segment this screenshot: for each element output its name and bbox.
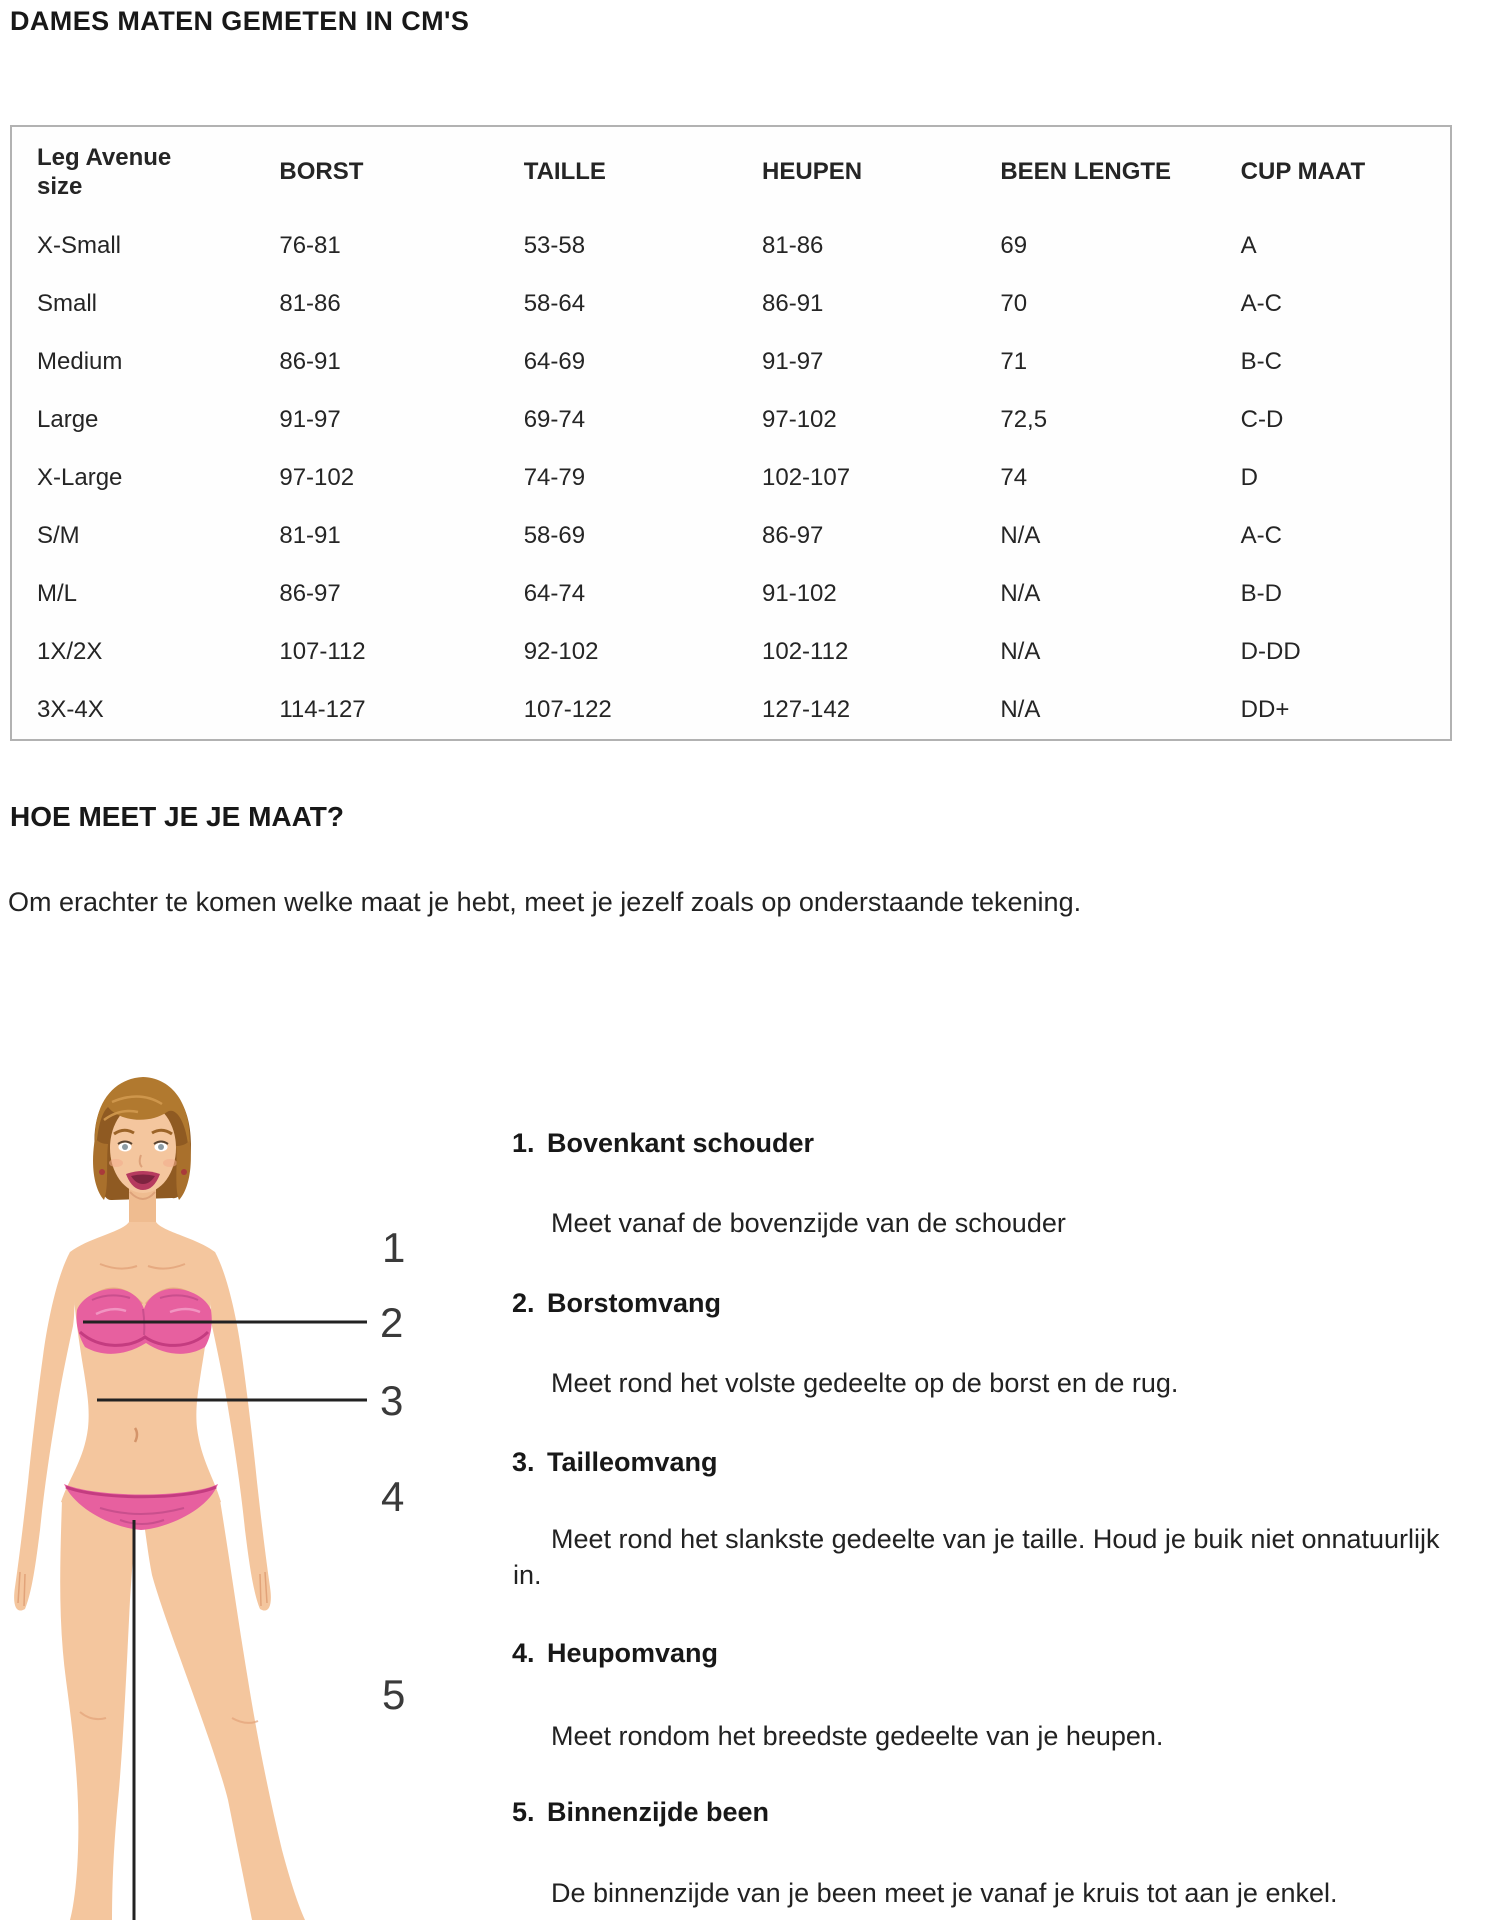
cell-size: 3X-4X bbox=[37, 696, 104, 723]
figure-label-shoulder: 1 bbox=[382, 1224, 406, 1271]
instruction-title: Borstomvang bbox=[547, 1288, 722, 1318]
cell-borst: 86-91 bbox=[279, 348, 341, 375]
page-title: DAMES MATEN GEMETEN IN CM'S bbox=[10, 6, 470, 36]
hair-side-left bbox=[93, 1138, 108, 1200]
cell-heupen: 86-91 bbox=[762, 290, 824, 317]
table-row-medium bbox=[11, 333, 1451, 391]
cell-borst: 114-127 bbox=[279, 696, 366, 723]
left-iris bbox=[122, 1144, 128, 1150]
cell-cup-maat: D bbox=[1240, 464, 1259, 491]
cell-been-lengte: 70 bbox=[1000, 290, 1028, 317]
instruction-heading-4 bbox=[512, 1638, 718, 1669]
cell-taille: 74-79 bbox=[523, 464, 586, 491]
size-table-header-row bbox=[11, 126, 1451, 217]
instruction-title: Tailleomvang bbox=[547, 1447, 718, 1477]
instruction-number: 3. bbox=[512, 1447, 535, 1477]
cell-size: 1X/2X bbox=[37, 638, 103, 665]
table-row-xsmall bbox=[11, 217, 1451, 275]
instruction-heading-3 bbox=[512, 1447, 718, 1478]
cell-taille: 92-102 bbox=[523, 638, 599, 665]
cell-borst: 81-86 bbox=[279, 290, 341, 317]
table-row-large bbox=[11, 391, 1451, 449]
column-header-size: Leg Avenue size bbox=[37, 144, 172, 200]
cell-borst: 107-112 bbox=[279, 638, 366, 665]
figure-label-hip: 4 bbox=[381, 1473, 405, 1520]
cell-cup-maat: D-DD bbox=[1240, 638, 1301, 665]
torso bbox=[61, 1222, 221, 1513]
cell-cup-maat: A-C bbox=[1240, 522, 1283, 549]
table-row-ml bbox=[11, 565, 1451, 623]
cell-been-lengte: N/A bbox=[1000, 522, 1041, 549]
intro-text: Om erachter te komen welke maat je hebt, meet je jezelf zoals op onderstaande tekening. bbox=[8, 887, 1082, 917]
cell-borst: 76-81 bbox=[279, 232, 341, 259]
cell-been-lengte: 71 bbox=[1000, 348, 1028, 375]
cell-cup-maat: B-C bbox=[1240, 348, 1283, 375]
cell-heupen: 91-102 bbox=[762, 580, 837, 607]
cell-size: Large bbox=[37, 406, 99, 433]
column-header-been-lengte: BEEN LENGTE bbox=[1000, 158, 1172, 185]
instruction-body-5: De binnenzijde van je been meet je vanaf je kruis tot aan je enkel. bbox=[551, 1878, 1338, 1908]
left-earring bbox=[99, 1169, 105, 1175]
how-to-measure-heading: HOE MEET JE JE MAAT? bbox=[10, 801, 344, 832]
instruction-number: 5. bbox=[512, 1797, 535, 1827]
instruction-number: 4. bbox=[512, 1638, 535, 1668]
right-leg bbox=[144, 1500, 305, 1920]
instruction-title: Heupomvang bbox=[547, 1638, 719, 1668]
instruction-title: Bovenkant schouder bbox=[547, 1128, 815, 1158]
cell-heupen: 127-142 bbox=[762, 696, 851, 723]
cell-taille: 64-74 bbox=[523, 580, 586, 607]
table-row-xlarge bbox=[11, 449, 1451, 507]
cell-heupen: 81-86 bbox=[762, 232, 824, 259]
cell-been-lengte: 74 bbox=[1000, 464, 1028, 491]
column-header-cup-maat: CUP MAAT bbox=[1240, 158, 1366, 185]
right-blush bbox=[163, 1159, 177, 1167]
cell-borst: 97-102 bbox=[279, 464, 355, 491]
cell-cup-maat: A bbox=[1240, 232, 1257, 259]
cell-cup-maat: A-C bbox=[1240, 290, 1283, 317]
cell-heupen: 86-97 bbox=[762, 522, 824, 549]
column-header-heupen: HEUPEN bbox=[762, 158, 863, 185]
cell-size: M/L bbox=[37, 580, 78, 607]
left-leg bbox=[60, 1500, 136, 1920]
cell-size: Small bbox=[37, 290, 98, 317]
instruction-title: Binnenzijde been bbox=[547, 1797, 770, 1827]
figure-label-inseam: 5 bbox=[382, 1671, 406, 1718]
cell-borst: 86-97 bbox=[279, 580, 341, 607]
instructions-list bbox=[500, 1060, 1458, 1920]
cell-heupen: 97-102 bbox=[762, 406, 837, 433]
table-row-1x2x bbox=[11, 623, 1451, 681]
cell-been-lengte: N/A bbox=[1000, 696, 1041, 723]
cell-cup-maat: B-D bbox=[1240, 580, 1283, 607]
cell-size: S/M bbox=[37, 522, 80, 549]
cell-been-lengte: 69 bbox=[1000, 232, 1028, 259]
table-row-3x4x bbox=[11, 681, 1451, 740]
cell-been-lengte: N/A bbox=[1000, 638, 1041, 665]
cell-taille: 53-58 bbox=[523, 232, 586, 259]
instruction-number: 1. bbox=[512, 1128, 535, 1158]
instruction-body-2: Meet rond het volste gedeelte op de borst en de rug. bbox=[551, 1368, 1179, 1398]
cell-heupen: 102-107 bbox=[762, 464, 851, 491]
cell-taille: 58-69 bbox=[523, 522, 586, 549]
cell-heupen: 102-112 bbox=[762, 638, 849, 665]
cell-been-lengte: 72,5 bbox=[1000, 406, 1048, 433]
right-earring bbox=[181, 1169, 187, 1175]
table-row-sm bbox=[11, 507, 1451, 565]
cell-size: X-Small bbox=[37, 232, 122, 259]
cell-size: Medium bbox=[37, 348, 123, 375]
figure-label-waist: 3 bbox=[380, 1377, 404, 1424]
cell-taille: 69-74 bbox=[523, 406, 586, 433]
cell-been-lengte: N/A bbox=[1000, 580, 1041, 607]
right-iris bbox=[158, 1144, 164, 1150]
size-chart-table bbox=[10, 125, 1452, 741]
cell-cup-maat: DD+ bbox=[1240, 696, 1290, 723]
instruction-heading-2 bbox=[512, 1288, 721, 1319]
instruction-body-3: Meet rond het slankste gedeelte van je taille. Houd je buik niet onnatuurlijk in. bbox=[513, 1524, 1440, 1590]
figure-label-bust: 2 bbox=[380, 1299, 404, 1346]
instruction-body-4: Meet rondom het breedste gedeelte van je heupen. bbox=[551, 1721, 1164, 1751]
instruction-number: 2. bbox=[512, 1288, 535, 1318]
table-row-small bbox=[11, 275, 1451, 333]
cell-taille: 107-122 bbox=[523, 696, 612, 723]
cell-heupen: 91-97 bbox=[762, 348, 824, 375]
cell-cup-maat: C-D bbox=[1240, 406, 1284, 433]
cell-size: X-Large bbox=[37, 464, 123, 491]
column-header-taille: TAILLE bbox=[523, 158, 606, 185]
cell-borst: 91-97 bbox=[279, 406, 341, 433]
cell-taille: 58-64 bbox=[523, 290, 586, 317]
instruction-body-1: Meet vanaf de bovenzijde van de schouder bbox=[551, 1208, 1066, 1238]
cell-borst: 81-91 bbox=[279, 522, 341, 549]
cell-taille: 64-69 bbox=[523, 348, 586, 375]
instruction-heading-1 bbox=[512, 1128, 814, 1159]
left-blush bbox=[109, 1159, 123, 1167]
instruction-heading-5 bbox=[512, 1797, 769, 1828]
column-header-borst: BORST bbox=[279, 158, 364, 185]
